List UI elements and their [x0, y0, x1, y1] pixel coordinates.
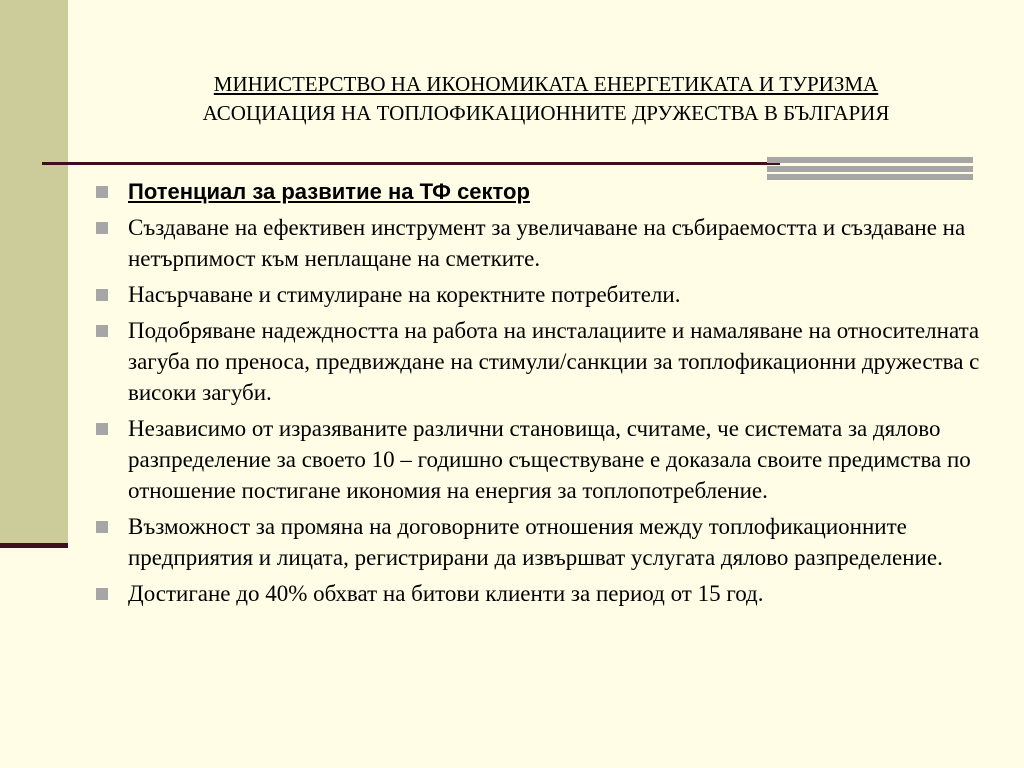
bullet-text: Подобряване надеждността на работа на инсталациите и намаляване на относителната загуба по преноса, предвиждане на стимули/санкции за топлофикационни дружества с високи загуби. [128, 318, 980, 405]
header-rule [42, 162, 780, 165]
bullet-text: Насърчаване и стимулиране на коректните потребители. [128, 282, 681, 307]
side-band-rule [0, 543, 68, 548]
bullet-text: Създаване на ефективен инструмент за увеличаване на събираемостта и създаване на нетърпимост към неплащане на сметките. [128, 215, 966, 271]
header-association: АСОЦИАЦИЯ НА ТОПЛОФИКАЦИОННИТЕ ДРУЖЕСТВА В БЪЛГАРИЯ [202, 101, 890, 125]
header-ministry: МИНИСТЕРСТВО НА ИКОНОМИКАТА ЕНЕРГЕТИКАТА И ТУРИЗМА [213, 72, 879, 96]
square-bullet-icon [96, 222, 108, 234]
bullet-item [95, 279, 990, 310]
square-bullet-icon [96, 423, 108, 435]
slide-header [68, 70, 1024, 128]
square-bullet-icon [96, 325, 108, 337]
section-heading [95, 176, 990, 207]
bullet-item [95, 212, 990, 274]
square-bullet-icon [96, 588, 108, 600]
bullet-item [95, 315, 990, 408]
side-band [0, 0, 68, 545]
square-bullet-icon [96, 521, 108, 533]
bullet-text: Достигане до 40% обхват на битови клиенти за период от 15 год. [128, 581, 764, 606]
bullet-item [95, 578, 990, 609]
square-bullet-icon [96, 289, 108, 301]
bullet-text: Независимо от изразяваните различни становища, считаме, че системата за дялово разпределение за своето 10 – годишно съществуване е доказала своите предимства по отношение постигане икономия на енергия за топлопотребление. [128, 416, 971, 503]
bullet-text: Възможност за промяна на договорните отношения между топлофикационните предприятия и лицата, регистрирани да извършват услугата дялово разпределение. [128, 514, 943, 570]
bullet-item [95, 511, 990, 573]
section-heading-text: Потенциал за развитие на ТФ сектор [128, 179, 530, 204]
bullet-item [95, 413, 990, 506]
decorative-bar [767, 157, 973, 163]
slide-content [95, 176, 990, 614]
square-bullet-icon [96, 186, 108, 198]
decorative-bar [767, 166, 973, 172]
